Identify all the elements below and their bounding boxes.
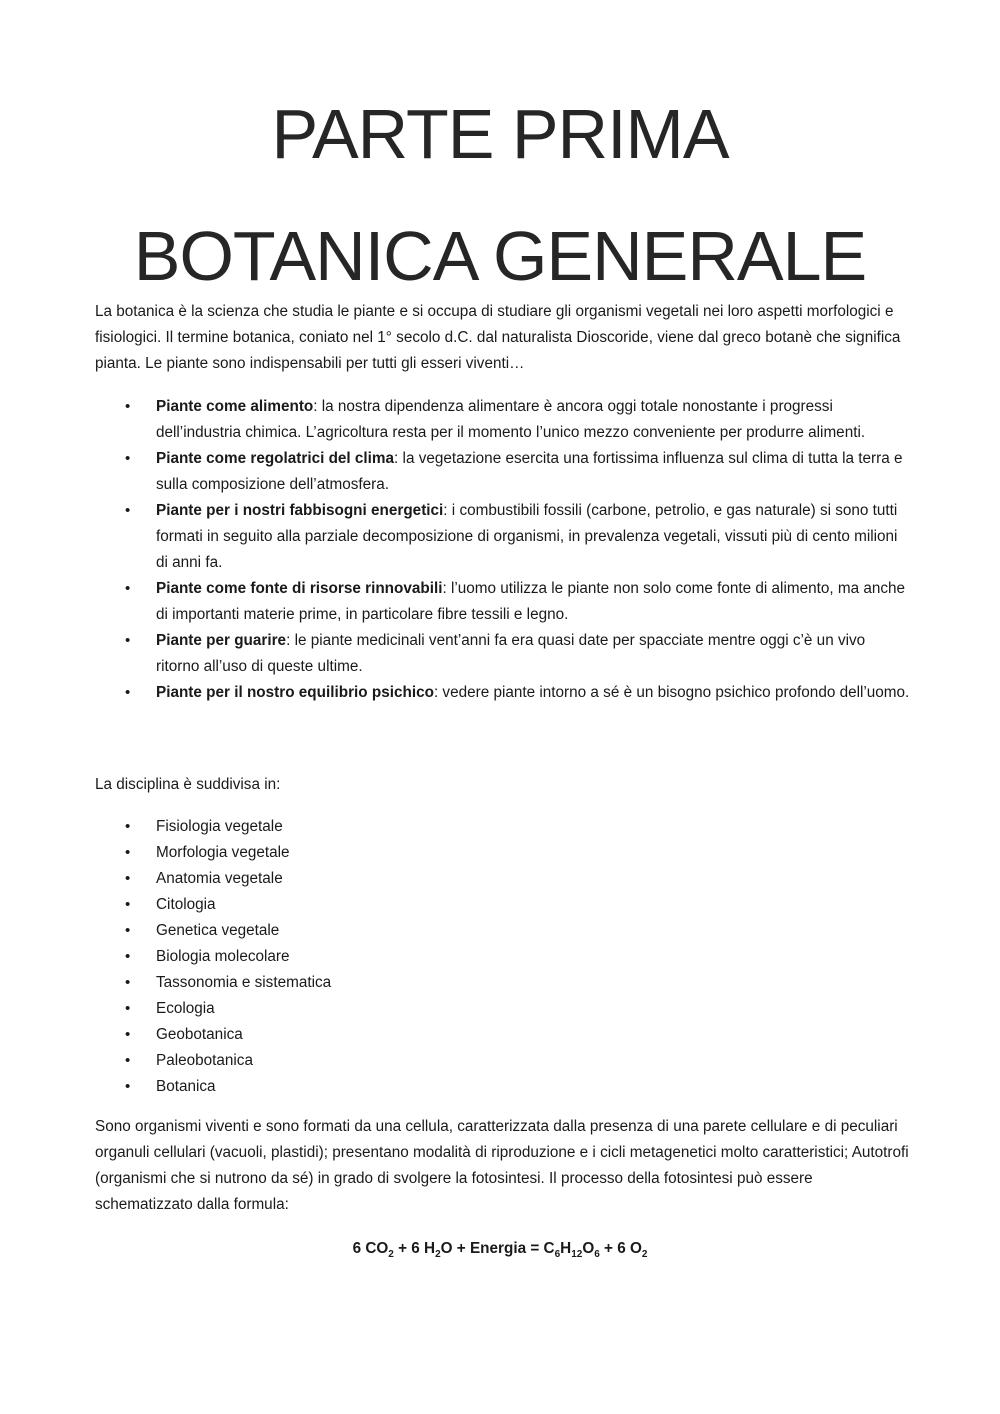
list-item <box>95 892 910 918</box>
list-item-text: : i combustibili fossili (carbone, petrolio, e gas naturale) si sono tutti formati in seguito alla parziale decomposizione di organismi, in prevalenza vegetali, vissuti più di cento milioni di anni fa. <box>156 502 898 571</box>
list-item-term: Piante per il nostro equilibrio psichico <box>156 684 434 701</box>
formula-text: + 6 H <box>393 1240 436 1257</box>
list-item-term: Piante per i nostri fabbisogni energetici <box>156 502 444 519</box>
list-item <box>95 680 910 706</box>
list-item <box>95 1022 910 1048</box>
formula-text: + 6 O <box>599 1240 642 1257</box>
list-item-text: Botanica <box>156 1078 216 1095</box>
list-item <box>95 970 910 996</box>
bullet-icon: • <box>125 1026 131 1043</box>
bullet-icon: • <box>125 974 131 991</box>
list-item <box>95 446 910 498</box>
list-item-text: Morfologia vegetale <box>156 844 290 861</box>
disciplines-list <box>95 814 910 1100</box>
list-item-text: : l’uomo utilizza le piante non solo come fonte di alimento, ma anche di importanti materie prime, in particolare fibre tessili e legno. <box>156 580 906 623</box>
intro-paragraph: La botanica è la scienza che studia le piante e si occupa di studiare gli organismi vegetali nei loro aspetti morfologici e fisiologici. Il termine botanica, coniato nel 1° secolo d.C. dal naturalista Dioscoride, viene dal greco botanè che significa pianta. Le piante sono indispensabili per tutti gli esseri viventi… <box>95 303 901 372</box>
title-line-2: BOTANICA GENERALE <box>133 217 867 295</box>
bullet-icon: • <box>125 1078 131 1095</box>
bullet-icon: • <box>125 870 131 887</box>
list-item-term: Piante come regolatrici del clima <box>156 450 395 467</box>
list-item-term: Piante per guarire <box>156 632 287 649</box>
photosynthesis-formula <box>0 1236 1000 1262</box>
list-item <box>95 394 910 446</box>
bullet-icon: • <box>125 896 131 913</box>
bullet-icon: • <box>125 632 131 649</box>
list-item-text: Geobotanica <box>156 1026 243 1043</box>
formula-subscript: 12 <box>571 1249 583 1261</box>
bullet-icon: • <box>125 398 131 415</box>
list-item <box>95 576 910 628</box>
list-item <box>95 814 910 840</box>
list-item-text: Tassonomia e sistematica <box>156 974 332 991</box>
list-item-term: Piante come alimento <box>156 398 314 415</box>
list-item <box>95 1048 910 1074</box>
list-item-text: Fisiologia vegetale <box>156 818 283 835</box>
subdivision-intro: La disciplina è suddivisa in: <box>95 776 281 793</box>
formula-subscript: 2 <box>435 1249 441 1261</box>
bullet-icon: • <box>125 580 131 597</box>
title-line-1: PARTE PRIMA <box>271 95 729 173</box>
list-item <box>95 498 910 576</box>
list-item <box>95 918 910 944</box>
formula-text: O + Energia = C <box>440 1240 555 1257</box>
list-item-text: Citologia <box>156 896 216 913</box>
list-item <box>95 840 910 866</box>
bullet-icon: • <box>125 1052 131 1069</box>
list-item-text: Anatomia vegetale <box>156 870 283 887</box>
list-item-text: : vedere piante intorno a sé è un bisogno psichico profondo dell’uomo. <box>433 684 910 701</box>
cell-paragraph: Sono organismi viventi e sono formati da una cellula, caratterizzata dalla presenza di una parete cellulare e di peculiari organuli cellulari (vacuoli, plastidi); presentano modalità di riproduzione e i cicli metagenetici molto caratteristici; Autotrofi (organismi che si nutrono da sé) in grado di svolgere la fotosintesi. Il processo della fotosintesi può essere schematizzato dalla formula: <box>95 1118 909 1213</box>
list-item <box>95 1074 910 1100</box>
bullet-icon: • <box>125 684 131 701</box>
formula-text: 6 CO <box>352 1240 389 1257</box>
bullet-icon: • <box>125 1000 131 1017</box>
formula-text: O <box>582 1240 595 1257</box>
bullet-icon: • <box>125 844 131 861</box>
formula-subscript: 2 <box>641 1249 648 1261</box>
list-item-text: Genetica vegetale <box>156 922 280 939</box>
list-item-text: Ecologia <box>156 1000 215 1017</box>
bullet-icon: • <box>125 450 131 467</box>
bullet-icon: • <box>125 502 131 519</box>
plant-uses-list <box>95 394 910 706</box>
list-item-text: : la vegetazione esercita una fortissima influenza sul clima di tutta la terra e sulla composizione dell’atmosfera. <box>156 450 903 493</box>
list-item-text: Biologia molecolare <box>156 948 290 965</box>
formula-subscript: 2 <box>388 1249 394 1261</box>
bullet-icon: • <box>125 818 131 835</box>
list-item <box>95 628 910 680</box>
list-item-term: Piante come fonte di risorse rinnovabili <box>156 580 443 597</box>
formula-subscript: 6 <box>554 1249 561 1261</box>
bullet-icon: • <box>125 922 131 939</box>
list-item-text: Paleobotanica <box>156 1052 253 1069</box>
list-item <box>95 944 910 970</box>
list-item-text: : la nostra dipendenza alimentare è ancora oggi totale nonostante i progressi dell’industria chimica. L’agricoltura resta per il momento l’unico mezzo conveniente per produrre alimenti. <box>156 398 866 441</box>
list-item-text: : le piante medicinali vent’anni fa era quasi date per spacciate mentre oggi c’è un vivo ritorno all’uso di queste ultime. <box>156 632 866 675</box>
formula-text: H <box>560 1240 572 1257</box>
bullet-icon: • <box>125 948 131 965</box>
list-item <box>95 996 910 1022</box>
formula-subscript: 6 <box>594 1249 600 1261</box>
list-item <box>95 866 910 892</box>
